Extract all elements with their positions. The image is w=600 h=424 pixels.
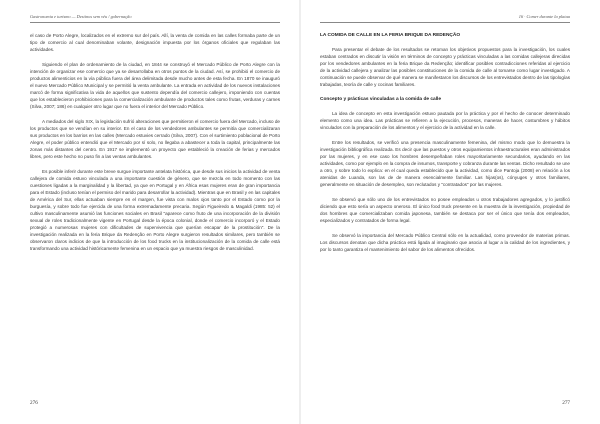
subsection-heading: Concepto y prácticas vinculadas a la comida de calle [320, 97, 442, 102]
left-paragraph-3: A mediados del siglo XIX, la legislación sufrió alteraciones que permitieron el comercio fuera del Mercado, incluso de los productos que se vendían en su interior. En el caso de los vendedores ambulantes se permitía que comercializaran sus productos en los barrios en las calles (Mercado estuvies cerrado (Silva, 2007). Con el surtimiento poblacional de Porto Alegre, el poder público entendió que el Mercado por sí solo, no llegaba a abastecer a toda la capital, principalmente las zonas más distantes del centro. En 1917 se implementó un proyecto que estableció la creación de ferias y mercados libres, pero este hecho no puso fin a las ventas ambulantes. [30, 119, 280, 159]
left-paragraph-2: Siguiendo el plan de ordenamiento de la ciudad, en 1844 se construyó el Mercado Público de Porto Alegre con la intención de organizar ese comercio que ya se desarrollaba en otros puntos de la ciudad. Así, se prohibió el comercio de productos alimenticios en la vía pública fuera del área delimitada desde mucho antes de esta fecha. En 1870 se inauguró el nuevo Mercado Público Municipal y se permitió la venta ambulante. La entrada en actividad de los nuevos instalaciones marcó de forma significativa la vida de aquellos que sustento dependía del comercio callejero, imponiendo con cuentas que los establecieron prohibiciones para la comercialización ambulante de productos tales como frutas, verduras y carnes (Silva, 2007; 186) en cualquier otro lugar que no fuera el interior del Mercado Público. [30, 62, 280, 109]
left-paragraph-1: el caso de Porto Alegre, localizados en el extremo sur del país. Allí, la venta de comida en las calles formaba parte de un tipo de comercio al cual denominaban volante, designación impuesta por los órganos oficiales que regulaban las actividades. [30, 33, 280, 52]
right-paragraph-2: La idea de concepto en esta investigación estuvo pautada por la práctica y por el hecho de conocer determinado elemento como una idea. Las prácticas se refieren a la ejecución, procesos, maneras de hacer, costumbres y hábitos vinculados con la preparación de los alimentos y el ejercicio de la actividad en la calle. [320, 111, 570, 130]
right-paragraph-5: Se observó la importancia del Mercado Público Central sólo en la actualidad, como proveedor de materias primas. Los discursos denotan que dicha práctica está ligada al imaginario que asocia al lugar a la calidad de los ingredientes, y por lo tanto garantiza el mantenimiento del sabor de los alimentos ofrecidos. [320, 233, 570, 252]
left-paragraph-4: Es posible inferir durante este breve surgue importante antelata histórica, que desde sus inicios la actividad de venta callejera de comida estuvo vinculada a una importante cuestión de género, que se mezcla en todo momento con las cuestiones ligadas a la marginalidad y la libertad, ya que en Portugal y en África esas mujeres eran de gran importancia para el Estado (incluso tenían el permiso del marido para desarrollar la actividad). Mientras que en Brasil y en las capitales de América del Sur, ellas actuaban siempre en el margen, fue vista con malos ojos tanto por el Estado como por la burguesía, y sobre todo fue ejercida de una forma extremadamente precaria. Según Figueiredo & Magaldi (1985: 52) el cultivo masculinamente asumió las funciones sociales en Brasil "aparece como fruto de una incorporación de la división sexual de roles tradicionalmente vigente en Portugal desde la época colonial, donde el comercio incorporó y el Estado protegió a numerosas mujeres con dificultades de supervivencia que querían escapar de la prostitución". De la investigación realizada en la feria Brique da Redenção en Porto Alegre surgieron resultados similares, pero también se observaron claros indicios de que la introducción de los food trucks en la institucionalización de la comida de calle está transformando una actividad históricamente femenina en un espacio que ya muestra riesgos de masculinidad. [30, 169, 280, 251]
right-paragraph-3: Entre los resultados, se verificó una presencia masculinamente femenina, del mismo modo que lo demuestra la investigación bibliográfica realizada. Es decir que las puestos y otros equipamientos infraestructurales eran administrados por las mujeres, y en ese caso los hombres desempeñaban roles mayoritariamente secundarios, ayudando en las actividades, como por ejemplo en la compra de insumos, transporte y cobranza durante las ventas. Dicho resultado se une a otro, y sobre todo lo explica: en el cual queda establecido que la actividad, como dice Pantoja (2008) en relación a los atenidas de Luanda, son las de de manera esencialmente familiar. Las hijas(os), cónyuges y otros familiares, generalmente en situación de desempleo, son reclutados y "contratados" por las mujeres. [320, 140, 570, 187]
right-running-header: 16 · Comer durante la plataa [320, 14, 570, 23]
right-page [300, 0, 600, 424]
right-page-number: 277 [562, 400, 570, 406]
left-running-header: Gastronomia e turismo — Destinos sem véu / gobernação [30, 14, 280, 23]
left-page-number: 276 [30, 400, 38, 406]
right-paragraph-1: Para presentar el debate de los resultados se retoman los objetivos propuestos para la investigación, los cuales estaban centrados en discutir la visión en términos de concepto y prácticas vinculadas a las comidas callejeras direcidas por los vendedores ambulantes en la feria Brique da Redenção; identificar posibles contradicciones referidas al ejercicio de la actividad callejera y analizar las posibles constituciones de la comida de calle al tomarse como lugar investigado. A continuación se puede observar de qué manera se manifestaron los discursos de los entrevistados dentro de las tipologías trabajadas, teoría de calle y cocinas familiares. [320, 47, 570, 87]
right-paragraph-4: Se observó que sólo uno de los entrevistados no posee empleados u otros trabajadores agregados, y lo justificó diciendo que esto sería un aspecto oneroso. El único food truck presente en la muestra de la investigación, propiedad de dos hombres que comercializaban comida japonesa, también se destaca por ser el único que tenía dos empleados, especializados y contratados de forma legal. [320, 197, 570, 223]
section-heading: LA COMIDA DE CALLE EN LA FERIA BRIQUE DA REDENÇÃO [320, 33, 461, 38]
